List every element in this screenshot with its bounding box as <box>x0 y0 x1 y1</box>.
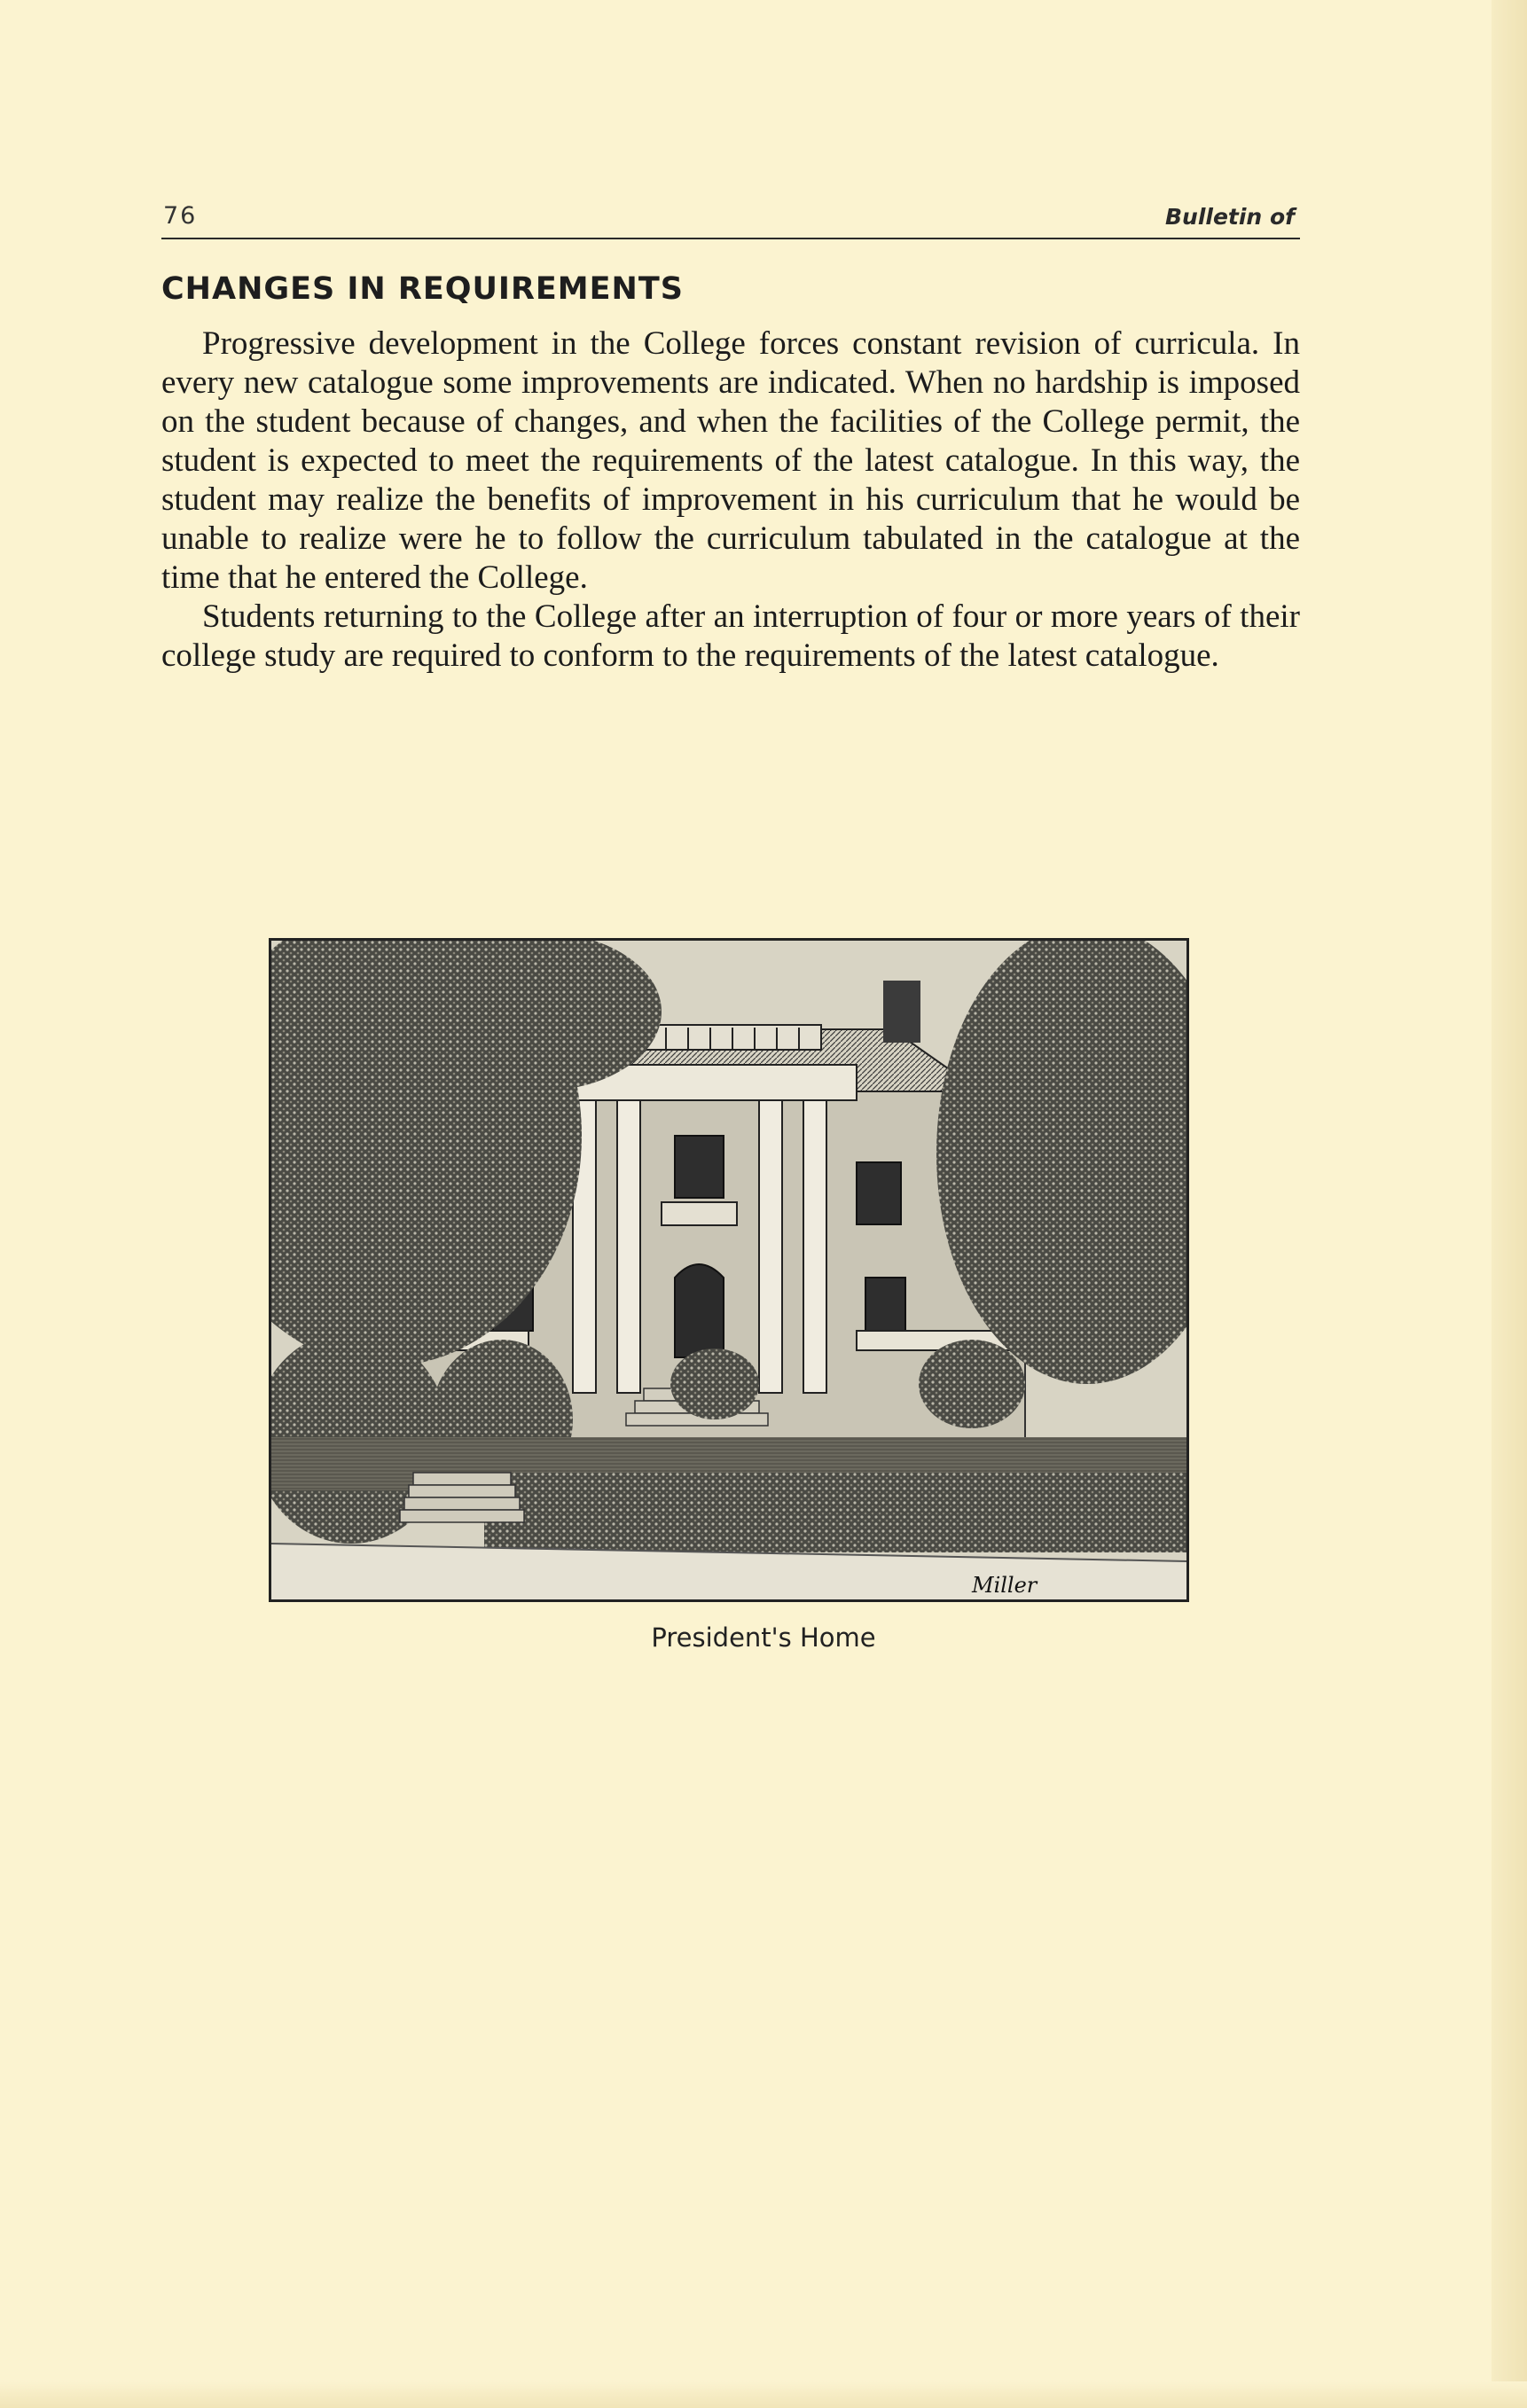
page-bottom-shadow <box>0 2381 1527 2408</box>
page-header <box>161 197 1300 239</box>
page-edge-shadow <box>1492 0 1527 2408</box>
page-number: 76 <box>163 202 198 230</box>
figure-caption: President's Home <box>651 1622 876 1653</box>
running-head: Bulletin of <box>1164 204 1295 230</box>
paragraph: Progressive development in the College forces constant revision of curricula. In every new catalogue some improvements are indicated. When no hardship is imposed on the student because of changes, and when the facilities of the College permit, the student is expected to meet the requirements of the latest catalogue. In this way, the student may realize the benefits of improvement in his curriculum that he would be unable to realize were he to follow the curriculum tabulated in the catalogue at the time that he entered the College. <box>161 325 1300 596</box>
paragraph: Students returning to the College after an interruption of four or more years of their college study are required to conform to the requirements of the latest catalogue. <box>161 598 1300 674</box>
section-heading: CHANGES IN REQUIREMENTS <box>161 271 684 307</box>
svg-text:Miller: Miller <box>972 1573 1038 1598</box>
presidents-home-illustration <box>269 938 1189 1602</box>
body-text <box>161 324 1300 676</box>
house-drawing <box>271 941 1186 1599</box>
